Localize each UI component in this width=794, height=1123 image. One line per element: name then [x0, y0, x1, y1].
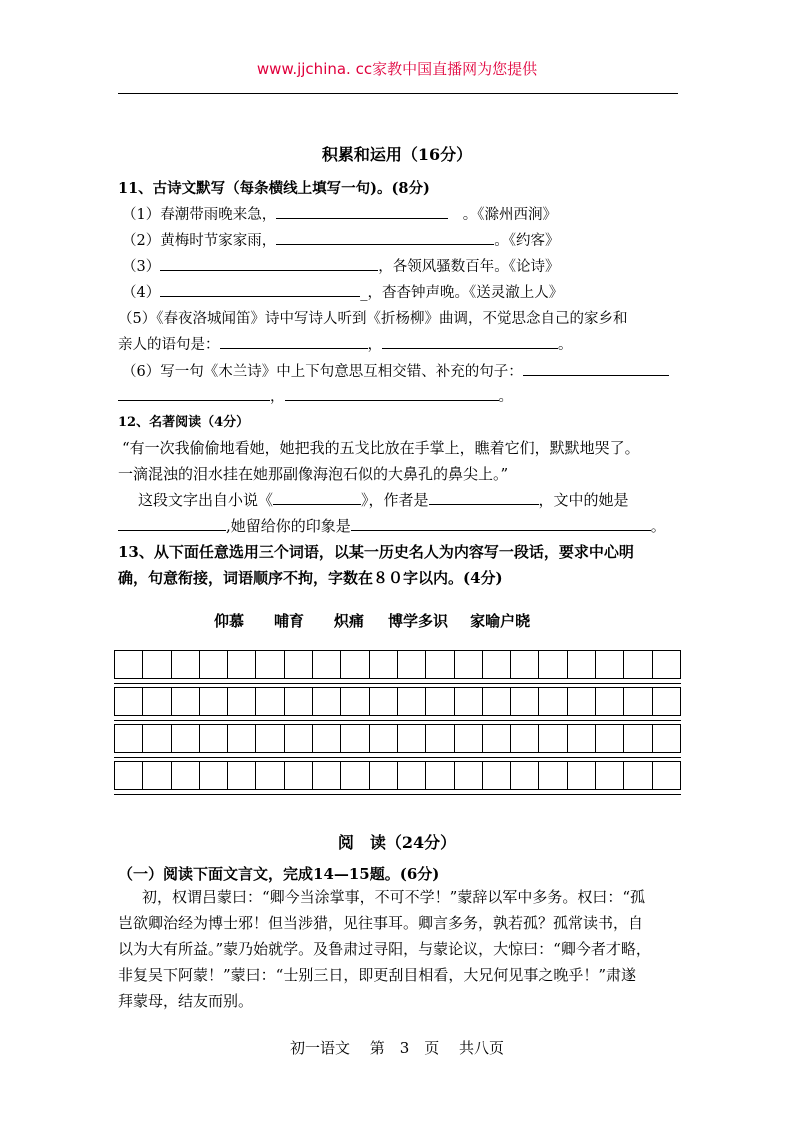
q11-line1-prefix: （1）春潮带雨晚来急，: [122, 207, 277, 223]
q11-line6a-prefix: （6）写一句《木兰诗》中上下句意思互相交错、补充的句子：: [122, 364, 523, 380]
q13-heading-line-2: 确，句意衔接，词语顺序不拘，字数在８０字以内。(4分): [118, 569, 503, 587]
q11-line3-suffix: ，各领风骚数百年。《论诗》: [378, 259, 560, 275]
q11-line5b-prefix: 亲人的语句是：: [118, 337, 220, 353]
answer-blank[interactable]: [351, 516, 651, 531]
q12-q2-part-a: ,她留给你的印象是: [226, 517, 351, 535]
q11-line-4: [122, 281, 563, 302]
grid-row-2[interactable]: [114, 687, 681, 716]
word-option: 博学多识: [388, 612, 449, 630]
q12-q1-part-c: ，文中的她是: [538, 491, 629, 509]
section-title-accumulation: 积累和运用（16分）: [321, 145, 473, 164]
answer-blank[interactable]: [429, 490, 539, 505]
answer-blank[interactable]: [273, 490, 361, 505]
answer-blank[interactable]: [285, 386, 499, 401]
reading1-heading: （一）阅读下面文言文，完成14—15题。(6分): [118, 865, 440, 883]
grid-row-3[interactable]: [114, 724, 681, 753]
q13-heading-line-1: 13、从下面任意选用三个词语，以某一历史名人为内容写一段话，要求中心明: [118, 543, 634, 561]
q12-q1-part-b: 》，作者是: [361, 491, 429, 509]
grid-separator: [114, 794, 681, 795]
answer-blank[interactable]: [220, 334, 368, 349]
answer-blank[interactable]: [118, 386, 270, 401]
header-divider: [118, 93, 678, 94]
word-option: 家喻户晓: [470, 612, 531, 630]
q11-line4-suffix: _，杳杳钟声晚。《送灵澈上人》: [360, 285, 564, 301]
q11-line2-prefix: （2）黄梅时节家家雨，: [122, 233, 277, 249]
q11-line-3: [122, 255, 559, 276]
q11-line-5a: （5）《春夜洛城闻笛》诗中写诗人听到《折杨柳》曲调，不觉思念自己的家乡和: [118, 311, 628, 327]
q12-quote-line-2: 一滴混浊的泪水挂在她那副像海泡石似的大鼻孔的鼻尖上。”: [118, 465, 509, 483]
word-option: 仰慕: [214, 612, 245, 630]
q11-line2-suffix: 。《约客》: [494, 233, 560, 249]
q11-line-1: [122, 203, 557, 224]
grid-row-1[interactable]: [114, 650, 681, 679]
q11-line6b-mid: ，: [270, 389, 285, 405]
answer-blank[interactable]: [276, 230, 494, 245]
page-footer: 初一语文 第 3 页 共八页: [289, 1039, 505, 1057]
q13-word-list: [214, 610, 530, 631]
q12-question-line-1: [138, 489, 629, 510]
grid-separator: [114, 720, 681, 721]
grid-separator: [114, 683, 681, 684]
grid-separator: [114, 757, 681, 758]
passage-line: 非复吴下阿蒙！”蒙曰：“士别三日，即更刮目相看，大兄何见事之晚乎！”肃遂: [118, 966, 637, 984]
q12-q2-end: 。: [650, 517, 666, 535]
answer-blank[interactable]: [523, 361, 669, 376]
answer-blank[interactable]: [118, 516, 226, 531]
q11-line5b-suffix: 。: [558, 337, 573, 353]
q11-line6b-suffix: 。: [498, 389, 513, 405]
q11-line3-prefix: （3）: [122, 259, 161, 275]
answer-blank[interactable]: [276, 204, 448, 219]
word-option: 哺育: [274, 612, 305, 630]
q12-question-line-2: [118, 515, 666, 536]
answer-blank[interactable]: [160, 256, 378, 271]
reading1-passage: [118, 884, 651, 1014]
passage-line: 初，权谓吕蒙曰：“卿今当涂掌事，不可不学！”蒙辞以军中多务。权曰：“孤: [142, 888, 646, 906]
q12-q1-part-a: 这段文字出自小说《: [138, 491, 274, 509]
answer-blank[interactable]: [160, 282, 360, 297]
passage-line: 拜蒙母，结友而别。: [118, 992, 254, 1010]
q11-line-6a: [122, 360, 669, 381]
header-source-link[interactable]: www.jjchina. cc家教中国直播网为您提供: [256, 60, 538, 78]
passage-line: 以为大有所益。”蒙乃始就学。及鲁肃过寻阳，与蒙论议，大惊曰：“卿今者才略，: [118, 940, 651, 958]
grid-row-4[interactable]: [114, 761, 681, 790]
q12-quote-line-1: “有一次我偷偷地看她，她把我的五戈比放在手掌上，瞧着它们，默默地哭了。: [122, 439, 640, 457]
q11-line-5b: [118, 333, 573, 354]
q11-line1-suffix: 。《滁州西涧》: [462, 207, 557, 223]
answer-blank[interactable]: [382, 334, 558, 349]
section-title-reading: 阅 读（24分）: [337, 833, 457, 852]
q11-line5b-mid: ，: [367, 337, 382, 353]
q12-heading: 12、名著阅读（4分）: [118, 415, 250, 430]
passage-line: 岂欲卿治经为博士邪！但当涉猎，见往事耳。卿言多务，孰若孤？孤常读书，自: [118, 914, 644, 932]
q11-line-6b: [118, 385, 513, 406]
q11-line4-prefix: （4）: [122, 285, 161, 301]
word-option: 炽痛: [334, 612, 365, 630]
q11-line-2: [122, 229, 559, 250]
q11-heading: 11、古诗文默写（每条横线上填写一句)。(8分): [118, 180, 430, 197]
